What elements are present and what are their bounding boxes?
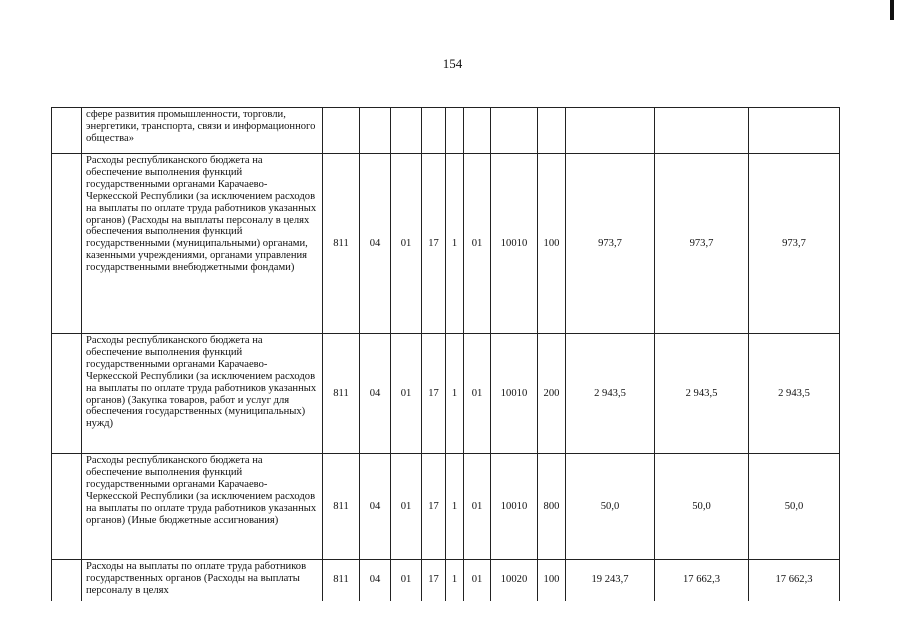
amount-cell-1: 50,0: [566, 454, 655, 560]
amount-cell-2: 50,0: [655, 454, 749, 560]
description-cell: Расходы республиканского бюджета на обеспечение выполнения функций государственными органами Карачаево-Черкесской Республики (за исключением расходов на выплаты по оплате труда работников указанных органов) (Закупка товаров, работ и услуг для обеспечения государственных (муниципальных) нужд): [82, 334, 323, 454]
budget-table: [51, 107, 840, 601]
amount-cell-2: 973,7: [655, 154, 749, 334]
direction-code-cell: 10020: [491, 560, 538, 601]
amount-cell-3: 17 662,3: [749, 560, 840, 601]
program-code-cell: 17: [422, 154, 446, 334]
row-number-cell: [52, 154, 82, 334]
page-edge-mark: [890, 0, 894, 20]
event-code-cell: [464, 108, 491, 154]
table-row: [52, 154, 840, 334]
description-cell: сфере развития промышленности, торговли, энергетики, транспорта, связи и информационного общества»: [82, 108, 323, 154]
table-row: [52, 454, 840, 560]
subprogram-code-cell: 1: [446, 560, 464, 601]
program-code-cell: [422, 108, 446, 154]
row-number-cell: [52, 334, 82, 454]
table-row: [52, 560, 840, 601]
amount-cell-3: 50,0: [749, 454, 840, 560]
subsection-code-cell: 01: [391, 154, 422, 334]
row-number-cell: [52, 560, 82, 601]
page-number: 154: [442, 56, 463, 71]
ministry-code-cell: 811: [323, 154, 360, 334]
section-code-cell: 04: [360, 154, 391, 334]
description-cell: Расходы республиканского бюджета на обеспечение выполнения функций государственными органами Карачаево-Черкесской Республики (за исключением расходов на выплаты по оплате труда работников указанных органов) (Расходы на выплаты персоналу в целях обеспечения выполнения функций государственными (муниципальными) органами, казенными учреждениями, органами управления государственными внебюджетными фондами): [82, 154, 323, 334]
direction-code-cell: 10010: [491, 154, 538, 334]
description-cell: Расходы республиканского бюджета на обеспечение выполнения функций государственными органами Карачаево-Черкесской Республики (за исключением расходов на выплаты по оплате труда работников указанных органов) (Иные бюджетные ассигнования): [82, 454, 323, 560]
section-code-cell: 04: [360, 560, 391, 601]
subprogram-code-cell: [446, 108, 464, 154]
subsection-code-cell: [391, 108, 422, 154]
amount-cell-2: [655, 108, 749, 154]
program-code-cell: 17: [422, 334, 446, 454]
direction-code-cell: [491, 108, 538, 154]
event-code-cell: 01: [464, 334, 491, 454]
ministry-code-cell: 811: [323, 454, 360, 560]
program-code-cell: 17: [422, 454, 446, 560]
description-cell: Расходы на выплаты по оплате труда работников государственных органов (Расходы на выплаты персоналу в целях: [82, 560, 323, 601]
ministry-code-cell: [323, 108, 360, 154]
event-code-cell: 01: [464, 560, 491, 601]
table-row: [52, 334, 840, 454]
amount-cell-3: [749, 108, 840, 154]
amount-cell-1: [566, 108, 655, 154]
subprogram-code-cell: 1: [446, 334, 464, 454]
ministry-code-cell: 811: [323, 560, 360, 601]
amount-cell-1: 2 943,5: [566, 334, 655, 454]
subsection-code-cell: 01: [391, 560, 422, 601]
expense-type-cell: 800: [538, 454, 566, 560]
event-code-cell: 01: [464, 154, 491, 334]
expense-type-cell: [538, 108, 566, 154]
ministry-code-cell: 811: [323, 334, 360, 454]
expense-type-cell: 100: [538, 560, 566, 601]
expense-type-cell: 200: [538, 334, 566, 454]
direction-code-cell: 10010: [491, 334, 538, 454]
row-number-cell: [52, 454, 82, 560]
amount-cell-2: 2 943,5: [655, 334, 749, 454]
subprogram-code-cell: 1: [446, 454, 464, 560]
section-code-cell: 04: [360, 334, 391, 454]
event-code-cell: 01: [464, 454, 491, 560]
subprogram-code-cell: 1: [446, 154, 464, 334]
expense-type-cell: 100: [538, 154, 566, 334]
table-row: [52, 108, 840, 154]
subsection-code-cell: 01: [391, 454, 422, 560]
section-code-cell: [360, 108, 391, 154]
amount-cell-3: 973,7: [749, 154, 840, 334]
section-code-cell: 04: [360, 454, 391, 560]
amount-cell-2: 17 662,3: [655, 560, 749, 601]
row-number-cell: [52, 108, 82, 154]
program-code-cell: 17: [422, 560, 446, 601]
amount-cell-1: 19 243,7: [566, 560, 655, 601]
amount-cell-3: 2 943,5: [749, 334, 840, 454]
subsection-code-cell: 01: [391, 334, 422, 454]
direction-code-cell: 10010: [491, 454, 538, 560]
amount-cell-1: 973,7: [566, 154, 655, 334]
